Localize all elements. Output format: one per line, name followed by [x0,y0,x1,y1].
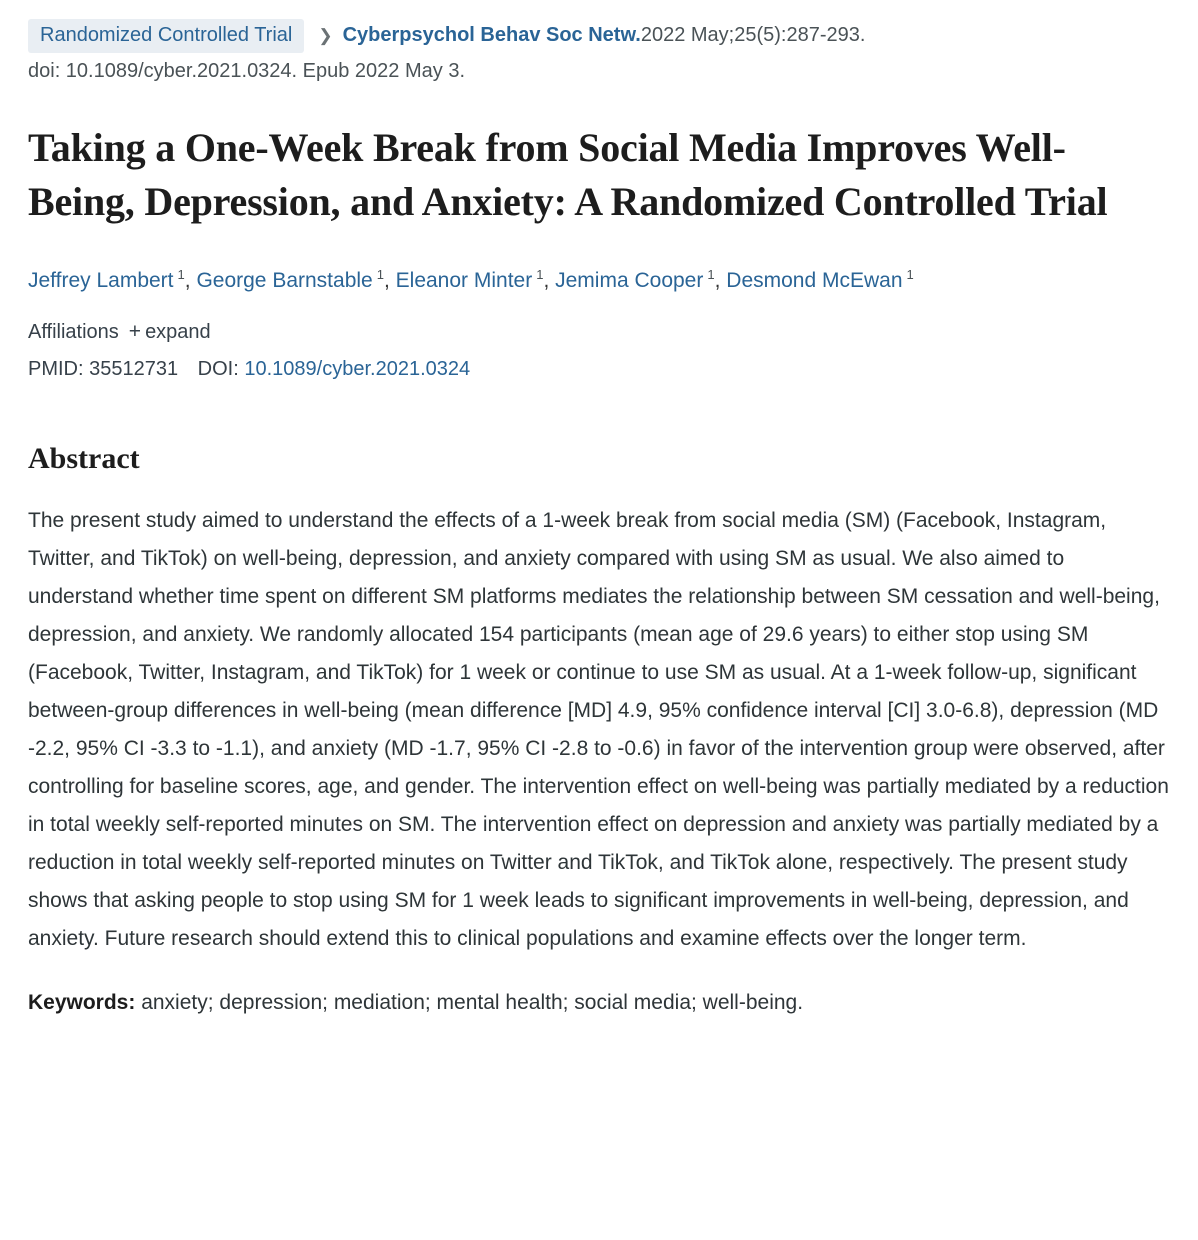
keywords-value: anxiety; depression; mediation; mental health; social media; well-being. [141,991,804,1015]
author-name[interactable]: Jemima Cooper [555,269,704,293]
citation-issue: 2022 May;25(5):287-293. [640,24,866,46]
doi-link[interactable]: 10.1089/cyber.2021.0324 [244,358,471,381]
citation-line [28,18,1170,53]
author-name[interactable]: Eleanor Minter [395,269,533,293]
affiliations-row[interactable] [28,318,1170,346]
journal-link[interactable]: Cyberpsychol Behav Soc Netw. [342,24,641,46]
plus-icon: + [128,320,142,344]
author-item[interactable] [196,269,384,292]
author-item[interactable] [396,269,544,292]
author-affiliation-marker: 1 [376,267,384,283]
pmid-label: PMID: [28,358,84,381]
author-affiliation-marker: 1 [177,267,185,283]
publication-type-badge[interactable]: Randomized Controlled Trial [28,19,304,53]
author-name[interactable]: Jeffrey Lambert [28,269,174,293]
doi-label: DOI: [197,358,239,381]
author-name[interactable]: Desmond McEwan [726,269,903,293]
author-item[interactable] [726,269,913,292]
author-item[interactable] [28,269,185,292]
citation-doi-line: doi: 10.1089/cyber.2021.0324. Epub 2022 May 3. [28,60,466,82]
chevron-right-icon: ❯ [318,26,333,45]
pmid-value: 35512731 [89,358,179,381]
author-affiliation-marker: 1 [536,267,544,283]
identifiers-row [28,354,1170,384]
keywords-label: Keywords: [28,991,136,1015]
author-affiliation-marker: 1 [906,267,914,283]
expand-affiliations-link[interactable]: expand [145,321,211,344]
author-name[interactable]: George Barnstable [196,269,373,293]
abstract-heading: Abstract [28,442,140,476]
abstract-text: The present study aimed to understand the effects of a 1-week break from social media (SM) (Facebook, Instagram, Twitter, and TikTok) on well-being, depression, and anxiety compared with using SM as usual. We also aimed to understand whether time spent on different SM platforms mediates the relationship between SM cessation and well-being, depression, and anxiety. We randomly allocated 154 participants (mean age of 29.6 years) to either stop using SM (Facebook, Twitter, Instagram, and TikTok) for 1 week or continue to use SM as usual. At a 1-week follow-up, significant between-group differences in well-being (mean difference [MD] 4.9, 95% confidence interval [CI] 3.0-6.8), depression (MD -2.2, 95% CI -3.3 to -1.1), and anxiety (MD -1.7, 95% CI -2.8 to -0.6) in favor of the intervention group were observed, after controlling for baseline scores, age, and gender. The intervention effect on well-being was partially mediated by a reduction in total weekly self-reported minutes on SM. The intervention effect on depression and anxiety was partially mediated by a reduction in total weekly self-reported minutes on Twitter and TikTok, and TikTok alone, respectively. The present study shows that asking people to stop using SM for 1 week leads to significant improvements in well-being, depression, and anxiety. Future research should extend this to clinical populations and examine effects over the longer term. [28,509,1169,951]
keywords-row [28,986,1170,1020]
affiliations-label: Affiliations [28,321,119,344]
author-item[interactable] [555,269,714,292]
author-affiliation-marker: 1 [707,267,715,283]
page-title: Taking a One-Week Break from Social Media Improves Well-Being, Depression, and Anxiety: A Randomized Controlled Trial [28,125,1108,224]
author-list: Jeffrey Lambert $^1$, George Barnstable $^1$, Eleanor Minter $^1$, Jemima Cooper $^1$, Desmond McEwan $^1$ [28,267,914,293]
